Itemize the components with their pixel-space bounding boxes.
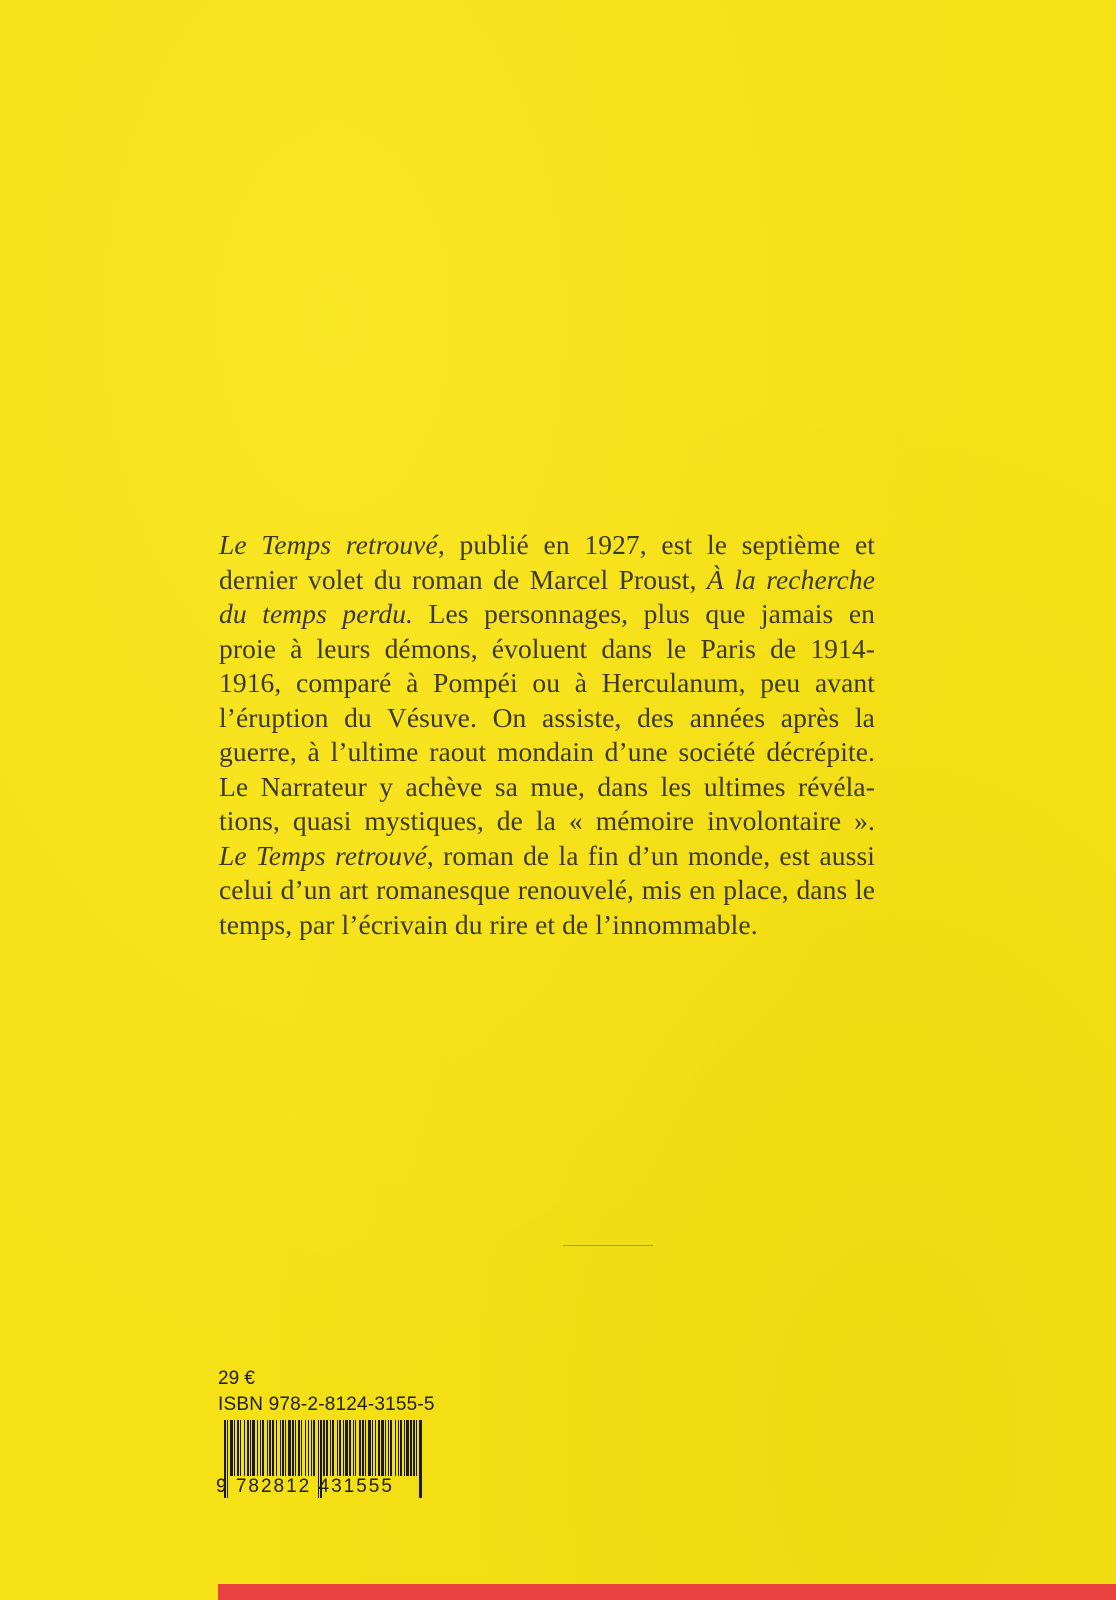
blurb-line	[219, 666, 875, 701]
blurb-segment: 1916, comparé à Pompéi ou à Herculanum, peu avant	[219, 667, 875, 698]
blurb-italic-title: du temps perdu.	[219, 598, 414, 629]
divider-rule	[563, 1245, 653, 1246]
blurb-segment: temps, par l’écrivain du rire et de l’innommable.	[219, 908, 758, 940]
blurb-italic-title: Le Temps retrouvé	[219, 529, 438, 560]
blurb-italic-title: Le Temps retrouvé	[219, 839, 427, 871]
blurb-line	[219, 632, 875, 667]
red-band	[218, 1584, 1116, 1600]
blurb-segment: l’éruption du Vésuve. On assiste, des années après la	[219, 701, 875, 733]
blurb-line	[219, 839, 875, 874]
blurb-line	[219, 770, 875, 805]
blurb-line	[219, 701, 875, 736]
blurb-segment: Le Narrateur y achève sa mue, dans les ultimes révéla-	[219, 770, 875, 802]
blurb-italic-title: À la recherche	[706, 563, 875, 595]
blurb-line	[219, 597, 875, 632]
blurb-line	[219, 804, 875, 839]
blurb-line	[219, 873, 875, 908]
price-label: 29 €	[218, 1368, 255, 1389]
blurb-segment: tions, quasi mystiques, de la « mémoire involontaire ».	[219, 805, 875, 836]
blurb-line	[219, 563, 875, 598]
blurb-segment: proie à leurs démons, évoluent dans le Paris de 1914-	[219, 632, 875, 664]
blurb-segment: , roman de la fin d’un monde, est aussi	[426, 839, 875, 871]
blurb-segment: Les personnages, plus que jamais en	[413, 598, 875, 629]
blurb-text	[219, 528, 875, 942]
blurb-segment: dernier volet du roman de Marcel Proust,	[219, 563, 707, 595]
blurb-line	[219, 735, 875, 770]
blurb-segment: celui d’un art romanesque renouvelé, mis en place, dans le	[219, 874, 875, 905]
blurb-line	[219, 908, 875, 943]
barcode-digits: 9 782812 431555	[216, 1476, 394, 1497]
blurb-line	[219, 528, 875, 563]
isbn-label: ISBN 978-2-8124-3155-5	[218, 1394, 435, 1415]
blurb-segment: , publié en 1927, est le septième et	[437, 529, 876, 560]
blurb-segment: guerre, à l’ultime raout mondain d’une société décrépite.	[219, 736, 875, 767]
